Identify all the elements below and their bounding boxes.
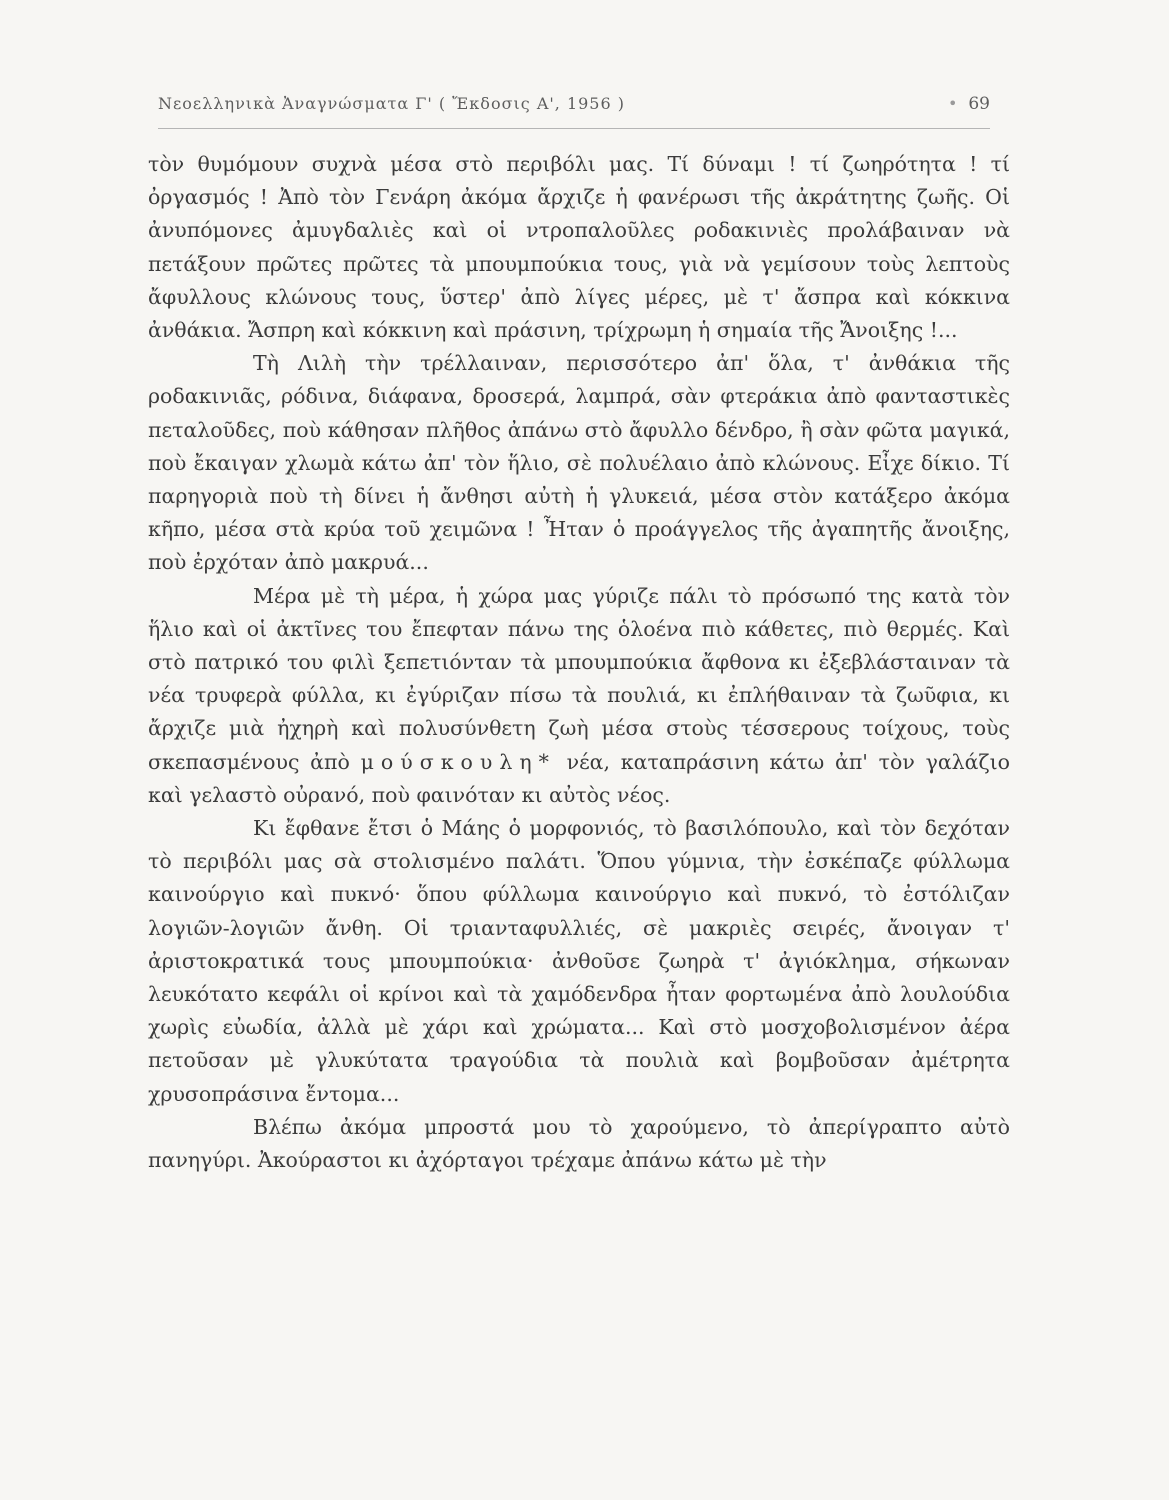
paragraph: τὸν θυμόμουν συχνὰ μέσα στὸ περιβόλι μας. Τί δύναμι ! τί ζωηρότητα ! τί ὀργασμός ! Ἀπὸ τὸν Γενάρη ἀκόμα ἄρχιζε ἡ φανέρωσι τῆς ἀκράτητης ζωῆς. Οἱ ἀνυπόμονες ἀμυγδαλιὲς καὶ οἱ ντροπαλοῦλες ροδακινιὲς προλάβαιναν νὰ πετάξουν πρῶτες πρῶτες τὰ μπουμπούκια τους, γιὰ νὰ γεμίσουν τοὺς λεπτοὺς ἄφυλλους κλώνους τους, ὕστερ' ἀπὸ λίγες μέρες, μὲ τ' ἄσπρα καὶ κόκκινα ἀνθάκια. Ἄσπρη καὶ κόκκινη καὶ πράσινη, τρίχρωμη ἡ σημαία τῆς Ἄνοιξης !... [148,152,1010,343]
body-text [148,148,1010,1177]
header-dot: • [948,94,958,113]
spaced-word: μούσκουλη* [360,749,556,774]
paragraph [148,580,1010,812]
running-header [158,88,990,129]
page-number: 69 [968,94,990,114]
paragraph: Κι ἔφθανε ἔτσι ὁ Μάης ὁ μορφονιός, τὸ βασιλόπουλο, καὶ τὸν δεχόταν τὸ περιβόλι μας σὰ στολισμένο παλάτι. Ὅπου γύμνια, τὴν ἐσκέπαζε φύλλωμα καινούργιο καὶ πυκνό· ὅπου φύλλωμα καινούργιο καὶ πυκνό, τὸ ἐστόλιζαν λογιῶν-λογιῶν ἄνθη. Οἱ τριανταφυλλιές, σὲ μακριὲς σειρές, ἄνοιγαν τ' ἀριστοκρατικά τους μπουμπούκια· ἀνθοῦσε ζωηρὰ τ' ἀγιόκλημα, σήκωναν λευκότατο κεφάλι οἱ κρίνοι καὶ τὰ χαμόδενδρα ἦταν φορτωμένα ἀπὸ λουλούδια χωρὶς εὐωδία, ἀλλὰ μὲ χάρι καὶ χρώματα... Καὶ στὸ μοσχοβολισμένον ἀέρα πετοῦσαν μὲ γλυκύτατα τραγούδια τὰ πουλιὰ καὶ βομβοῦσαν ἀμέτρητα χρυσοπράσινα ἔντομα... [148,816,1010,1106]
paragraph: Τὴ Λιλὴ τὴν τρέλλαιναν, περισσότερο ἀπ' ὅλα, τ' ἀνθάκια τῆς ροδακινιᾶς, ρόδινα, διάφανα, δροσερά, λαμπρά, σὰν φτεράκια ἀπὸ φανταστικὲς πεταλοῦδες, ποὺ κάθησαν πλῆθος ἀπάνω στὸ ἄφυλλο δένδρο, ἢ σὰν φῶτα μαγικά, ποὺ ἔκαιγαν χλωμὰ κάτω ἀπ' τὸν ἥλιο, σὲ πολυέλαιο ἀπὸ κλώνους. Εἶχε δίκιο. Τί παρηγοριὰ ποὺ τὴ δίνει ἡ ἄνθησι αὐτὴ ἡ γλυκειά, μέσα στὸν κατάξερο ἀκόμα κῆπο, μέσα στὰ κρύα τοῦ χειμῶνα ! Ἦταν ὁ προάγγελος τῆς ἀγαπητῆς ἄνοιξης, ποὺ ἐρχόταν ἀπὸ μακρυά... [148,351,1010,575]
paragraph-tail: νέα, καταπράσινη κάτω ἀπ' τὸν γαλάζιο καὶ γελαστὸ οὐρανό, ποὺ φαινόταν κι αὐτὸς νέος. [148,749,1010,807]
header-title: Νεοελληνικὰ Ἀναγνώσματα Γ' ( Ἔκδοσις Α', 1956 ) [158,94,625,113]
paragraph: Βλέπω ἀκόμα μπροστά μου τὸ χαρούμενο, τὸ ἀπερίγραπτο αὐτὸ πανηγύρι. Ἀκούραστοι κι ἀχόρταγοι τρέχαμε ἀπάνω κάτω μὲ τὴν [148,1114,1010,1173]
paragraph-text: Μέρα μὲ τὴ μέρα, ἡ χώρα μας γύριζε πάλι τὸ πρόσωπό της κατὰ τὸν ἥλιο καὶ οἱ ἀκτῖνες του ἔπεφταν πάνω της ὁλοένα πιὸ κάθετες, πιὸ θερμές. Καὶ στὸ πατρικό του φιλὶ ξεπετιόνταν τὰ μπουμπούκια ἄφθονα κι ἐξεβλάσταιναν τὰ νέα τρυφερὰ φύλλα, κι ἐγύριζαν πίσω τὰ πουλιά, κι ἐπλήθαιναν τὰ ζωῦφια, κι ἄρχιζε μιὰ ἠχηρὴ καὶ πολυσύνθετη ζωὴ μέσα στοὺς τέσσερους τοίχους, τοὺς σκεπασμένους ἀπὸ [148,583,1010,774]
